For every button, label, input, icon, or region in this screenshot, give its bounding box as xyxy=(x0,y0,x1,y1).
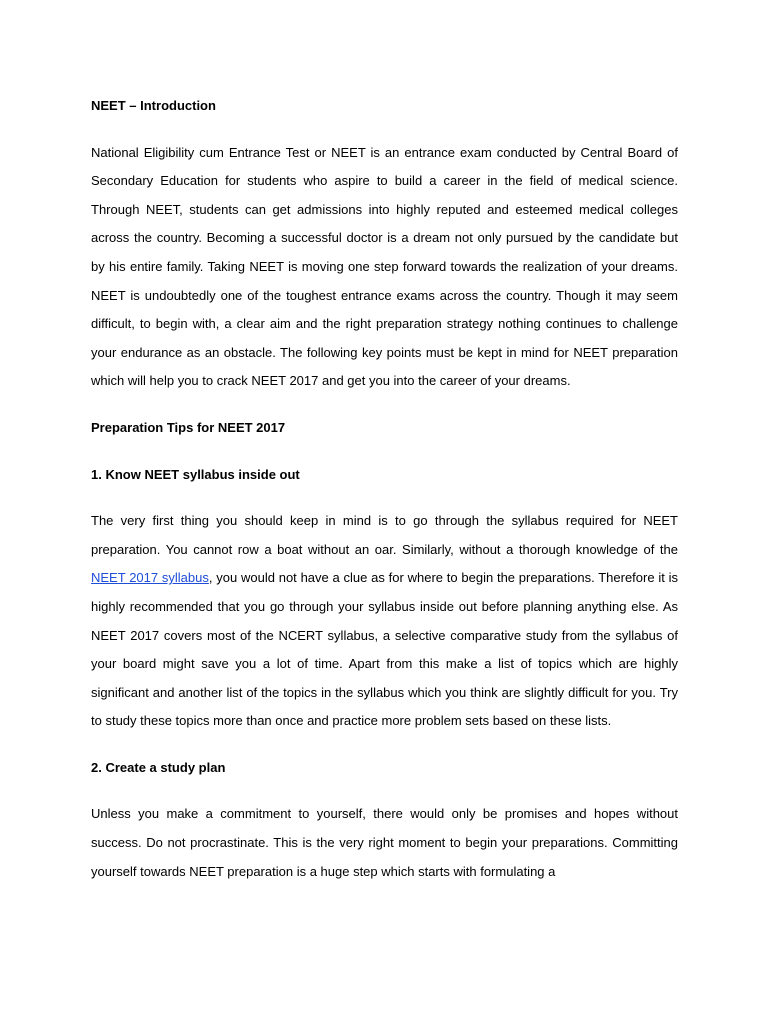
intro-paragraph: National Eligibility cum Entrance Test or NEET is an entrance exam conducted by Central Board of Secondary Education for students who aspire to build a career in the field of medical science. Through NEET, students can get admissions into highly reputed and esteemed medical colleges across the country. Becoming a successful doctor is a dream not only pursued by the candidate but by his entire family. Taking NEET is moving one step forward towards the realization of your dreams. NEET is undoubtedly one of the toughest entrance exams across the country. Though it may seem difficult, to begin with, a clear aim and the right preparation strategy nothing continues to challenge your endurance as an obstacle. The following key points must be kept in mind for NEET preparation which will help you to crack NEET 2017 and get you into the career of your dreams. xyxy=(91,144,678,389)
section-1-text-before-link: The very first thing you should keep in mind is to go through the syllabus required for NEET preparation. You cannot row a boat without an oar. Similarly, without a thorough knowledge of the xyxy=(91,513,678,557)
neet-syllabus-link[interactable]: NEET 2017 syllabus xyxy=(91,570,209,586)
section-2-heading: 2. Create a study plan xyxy=(91,759,226,775)
document-title: NEET – Introduction xyxy=(91,98,216,113)
section-2-paragraph: Unless you make a commitment to yourself, there would only be promises and hopes without success. Do not procrastinate. This is the very right moment to begin your preparations. Committing yourself towards NEET preparation is a huge step which starts with formulating a xyxy=(91,806,678,879)
section-1-heading: 1. Know NEET syllabus inside out xyxy=(91,466,300,482)
document-page xyxy=(91,92,678,886)
section-1-paragraph xyxy=(91,507,678,736)
section-1-text-after-link: , you would not have a clue as for where to begin the preparations. Therefore it is highly recommended that you go through your syllabus inside out before planning anything else. As NEET 2017 covers most of the NCERT syllabus, a selective comparative study from the syllabus of your board might save you a lot of time. Apart from this make a list of topics which are highly significant and another list of the topics in the syllabus which you think are slightly difficult for you. Try to study these topics more than once and practice more problem sets based on these lists. xyxy=(91,570,679,729)
tips-heading: Preparation Tips for NEET 2017 xyxy=(91,419,286,435)
